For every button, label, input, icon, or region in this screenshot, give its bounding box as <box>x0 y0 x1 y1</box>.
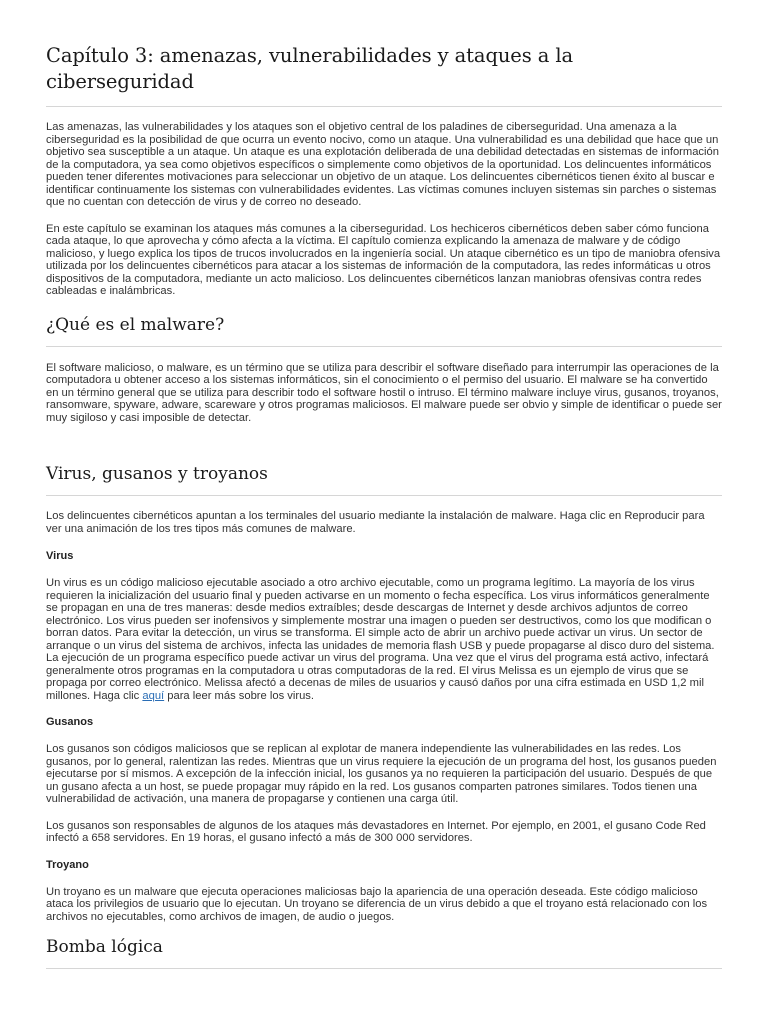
malware-paragraph: El software malicioso, o malware, es un término que se utiliza para describir el software diseñado para interrumpir las operaciones de la computadora u obtener acceso a los sistemas informáticos, sin el conocimiento o el permiso del usuario. El malware se ha convertido en un término general que se utiliza para describir todo el software hostil o intruso. El término malware incluye virus, gusanos, troyanos, ransomware, spyware, adware, scareware y otros programas maliciosos. El malware puede ser obvio y simple de identificar o puede ser muy sigiloso y casi imposible de detectar. <box>46 361 722 424</box>
virus-more-link[interactable]: aquí <box>142 689 165 702</box>
intro-paragraph-2: En este capítulo se examinan los ataques más comunes a la ciberseguridad. Los hechiceros cibernéticos deben saber cómo funciona cada ataque, lo que aprovecha y cómo afecta a la víctima. El capítulo comienza explicando la amenaza de malware y de código malicioso, y luego explica los tipos de trucos involucrados en la ingeniería social. Un ataque cibernético es un tipo de maniobra ofensiva utilizada por los delincuentes cibernéticos para atacar a los sistemas de información de la computadora, las redes informáticas u otros dispositivos de la computadora, mediante un acto malicioso. Los delincuentes cibernéticos lanzan maniobras ofensivas contra redes cableadas e inalámbricas. <box>46 222 721 297</box>
section-heading-bomba-logica: Bomba lógica <box>46 935 722 969</box>
document-page <box>46 0 722 969</box>
subheading-troyano: Troyano <box>46 858 89 871</box>
gusanos-paragraph-1: Los gusanos son códigos maliciosos que se replican al explotar de manera independiente las vulnerabilidades en las redes. Los gusanos, por lo general, ralentizan las redes. Mientras que un virus requiere la ejecución de un programa del host, los gusanos pueden ejecutarse por sí mismos. A excepción de la infección inicial, los gusanos ya no requieren la participación del usuario. Después de que un gusano afecta a un host, se puede propagar muy rápido en la red. Los gusanos comparten patrones similares. Todos tienen una vulnerabilidad de activación, una manera de propagarse y contienen una carga útil. <box>46 743 717 805</box>
subheading-virus: Virus <box>46 550 74 562</box>
virus-text: Un virus es un código malicioso ejecutable asociado a otro archivo ejecutable, como un programa legítimo. La mayoría de los virus requieren la inicialización del usuario final y pueden activarse en un momento o fecha específica. Los virus informáticos generalmente se propagan en una de tres maneras: desde medios extraíbles; desde descargas de Internet y desde archivos adjuntos de correo electrónico. Los virus pueden ser inofensivos y simplemente mostrar una imagen o pueden ser destructivos, como los que modifican o borran datos. Para evitar la detección, un virus se transforma. El simple acto de abrir un archivo puede activar un virus. Un sector de arranque o un virus del sistema de archivos, infecta las unidades de memoria flash USB y puede propagarse al disco duro del sistema. La ejecución de un programa específico puede activar un virus del programa. Una vez que el virus del programa está activo, infectará generalmente otros programas en la computadora u otras computadoras de la red. El virus Melissa es un ejemplo de virus que se propaga por correo electrónico. Melissa afectó a decenas de miles de usuarios y causó daños por una cifra estimada en USD 1,2 mil millones. Haga clic <box>46 577 715 702</box>
section-heading-malware: ¿Qué es el malware? <box>46 313 722 347</box>
gusanos-paragraph-2: Los gusanos son responsables de algunos de los ataques más devastadores en Internet. Por ejemplo, en 2001, el gusano Code Red infectó a 658 servidores. En 19 horas, el gusano infectó a más de 300 000 servidores. <box>46 819 706 844</box>
virus-text-after-link: para leer más sobre los virus. <box>164 689 315 702</box>
intro-paragraph-1: Las amenazas, las vulnerabilidades y los ataques son el objetivo central de los paladines de ciberseguridad. Una amenaza a la ciberseguridad es la posibilidad de que ocurra un evento nocivo, como un ataque. Una vulnerabilidad es una debilidad que hace que un objetivo sea susceptible a un ataque. Un ataque es una explotación deliberada de una debilidad detectadas en sistemas de información de la computadora, ya sea como objetivos específicos o simplemente como objetivos de la oportunidad. Los delincuentes informáticos pueden tener diferentes motivaciones para seleccionar un objetivo de un ataque. Los delincuentes cibernéticos tienen éxito al buscar e identificar continuamente los sistemas con vulnerabilidades evidentes. Las víctimas comunes incluyen sistemas sin parches o sistemas que no cuentan con detección de virus y de correo no deseado. <box>46 121 719 208</box>
troyano-paragraph: Un troyano es un malware que ejecuta operaciones maliciosas bajo la apariencia de una operación deseada. Este código malicioso ataca los privilegios de usuario que lo ejecutan. Un troyano se diferencia de un virus debido a que el troyano está relacionado con los archivos no ejecutables, como archivos de imagen, de audio o juegos. <box>46 885 708 923</box>
section-heading-virus-gusanos-troyanos: Virus, gusanos y troyanos <box>46 462 722 496</box>
subheading-gusanos: Gusanos <box>46 716 94 728</box>
page-title: Capítulo 3: amenazas, vulnerabilidades y ataques a la ciberseguridad <box>46 0 722 107</box>
vgt-intro-paragraph: Los delincuentes cibernéticos apuntan a los terminales del usuario mediante la instalación de malware. Haga clic en Reproducir para ver una animación de los tres tipos más comunes de malware. <box>46 510 705 535</box>
virus-paragraph <box>46 577 722 702</box>
